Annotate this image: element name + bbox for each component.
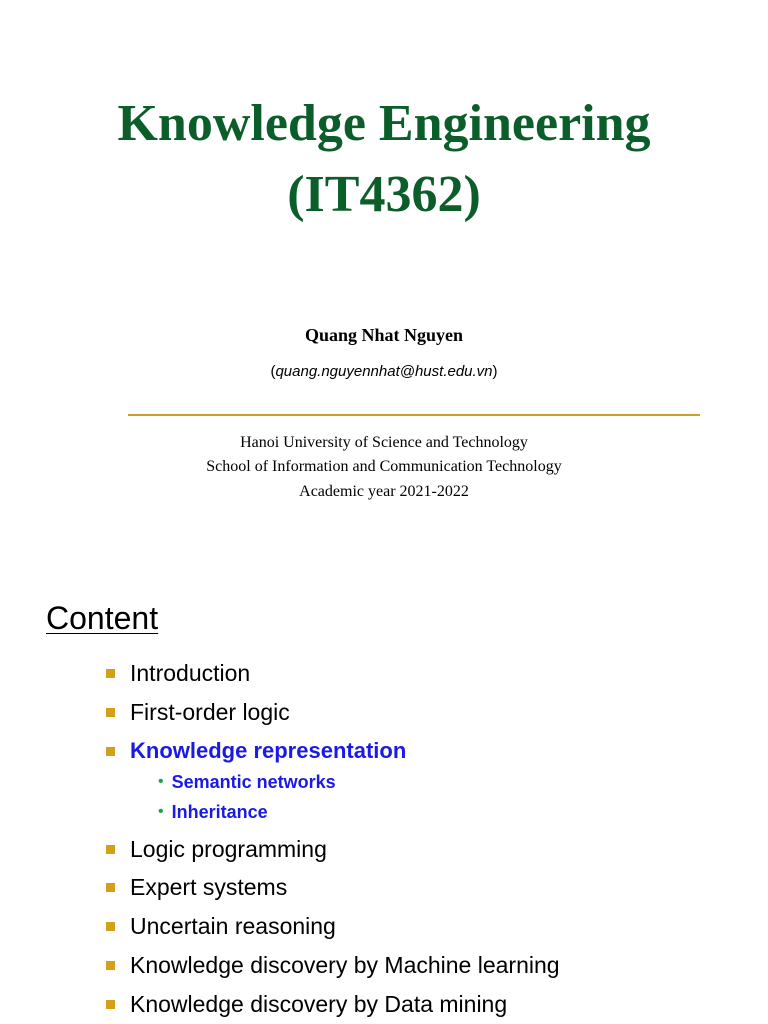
- toc-item-label: Introduction: [130, 659, 251, 686]
- square-bullet-icon: [106, 1000, 115, 1009]
- square-bullet-icon: [106, 747, 115, 756]
- content-heading: Content: [46, 600, 159, 636]
- toc-item-label: Knowledge representation: [130, 738, 407, 763]
- dot-bullet-icon: •: [158, 803, 164, 820]
- author-email-line: [0, 363, 768, 380]
- affiliation-university: Hanoi University of Science and Technology: [240, 434, 528, 451]
- square-bullet-icon: [106, 669, 115, 678]
- square-bullet-icon: [106, 922, 115, 931]
- affiliation-school: School of Information and Communication Technology: [206, 458, 562, 475]
- toc-subitem-label: Semantic networks: [171, 771, 336, 792]
- email-open-paren: (: [270, 363, 276, 380]
- toc-item-label: Uncertain reasoning: [130, 912, 336, 939]
- slide-title-line2: (IT4362): [287, 166, 481, 223]
- toc-item-kd-machine-learning: [106, 950, 560, 980]
- toc-item-label: Knowledge discovery by Data mining: [130, 990, 508, 1017]
- square-bullet-icon: [106, 961, 115, 970]
- author-name: Quang Nhat Nguyen: [304, 325, 464, 345]
- toc-item-label: Knowledge discovery by Machine learning: [130, 951, 560, 978]
- toc-item-logic-programming: [106, 834, 327, 864]
- toc-subitem-semantic-networks: [158, 770, 336, 794]
- dot-bullet-icon: •: [158, 773, 164, 790]
- toc-item-label: First-order logic: [130, 698, 290, 725]
- toc-subitem-label: Inheritance: [171, 801, 268, 822]
- toc-item-label: Logic programming: [130, 835, 327, 862]
- square-bullet-icon: [106, 708, 115, 717]
- toc-item-introduction: [106, 658, 250, 688]
- square-bullet-icon: [106, 845, 115, 854]
- square-bullet-icon: [106, 883, 115, 892]
- toc-item-uncertain-reasoning: [106, 911, 336, 941]
- toc-item-knowledge-representation: [106, 736, 406, 766]
- toc-item-expert-systems: [106, 872, 287, 902]
- toc-item-first-order-logic: [106, 697, 290, 727]
- author-email-link[interactable]: quang.nguyennhat@hust.edu.vn: [275, 363, 493, 380]
- title-divider: [128, 414, 700, 416]
- toc-subitem-inheritance: [158, 800, 268, 824]
- affiliation-academic-year: Academic year 2021-2022: [299, 483, 469, 500]
- email-close-paren: ): [492, 363, 498, 380]
- slide-title-line1: Knowledge Engineering: [117, 95, 651, 152]
- toc-item-label: Expert systems: [130, 873, 288, 900]
- toc-item-kd-data-mining: [106, 989, 507, 1019]
